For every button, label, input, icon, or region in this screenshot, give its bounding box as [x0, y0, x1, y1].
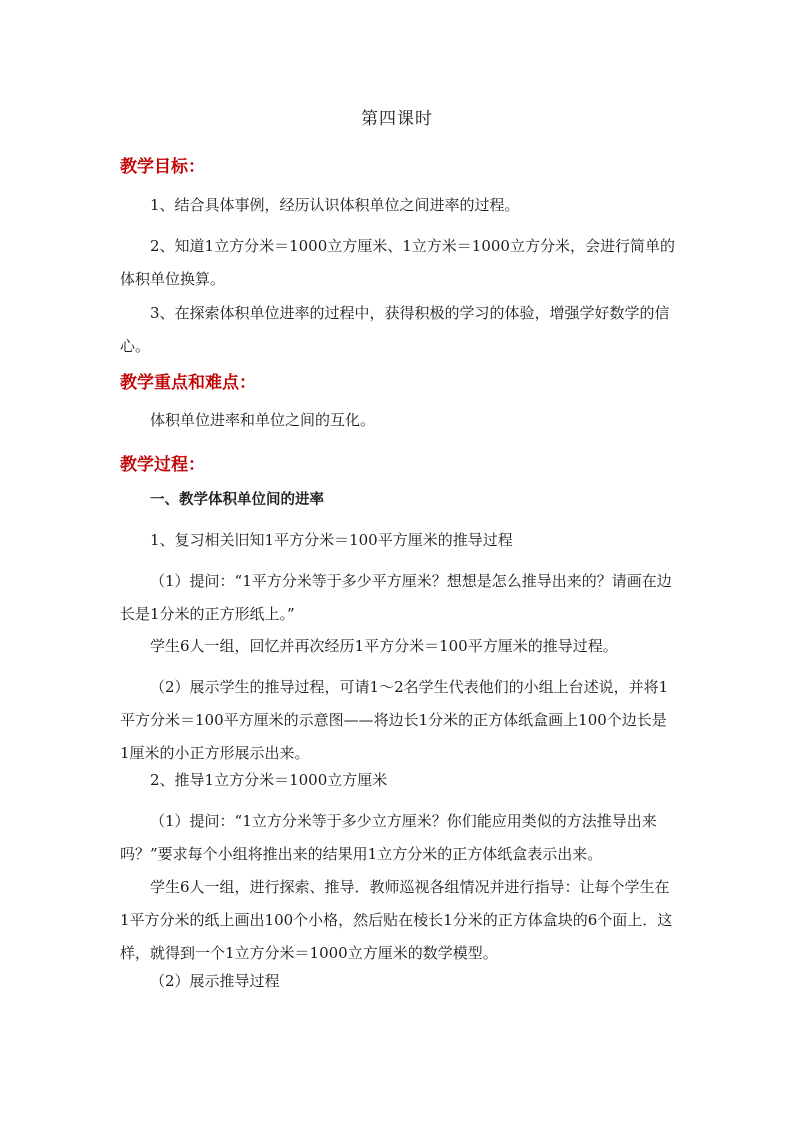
- paragraph-step-1-student: 学生6人一组，回忆并再次经历1平方分米＝100平方厘米的推导过程。: [150, 637, 618, 655]
- section-heading-goals: 教学目标：: [120, 157, 205, 177]
- paragraph-step-2: 2、推导1立方分米＝1000立方厘米: [150, 771, 388, 789]
- paragraph-goal-1: 1、结合具体事例，经历认识体积单位之间进率的过程。: [150, 196, 520, 214]
- paragraph-step-2-1: （1）提问：“1立方分米等于多少立方厘米？你们能应用类似的方法推导出来吗？”要求每个小组将推出来的结果用1立方分米的正方体纸盒表示出来。: [120, 812, 657, 863]
- paragraph-goal-3: 3、在探索体积单位进率的过程中，获得积极的学习的体验，增强学好数学的信心。: [120, 304, 670, 355]
- section-heading-process: 教学过程：: [120, 455, 205, 475]
- paragraph-step-2-2: （2）展示推导过程: [150, 972, 280, 990]
- paragraph-step-1-1: （1）提问：“1平方分米等于多少平方厘米？想想是怎么推导出来的？请画在边长是1分米的正方形纸上。”: [120, 572, 672, 623]
- paragraph-key-points: 体积单位进率和单位之间的互化。: [150, 411, 376, 429]
- paragraph-goal-2: 2、知道1立方分米＝1000立方厘米、1立方米＝1000立方分米，会进行简单的体积单位换算。: [120, 237, 675, 288]
- paragraph-step-1: 1、复习相关旧知1平方分米＝100平方厘米的推导过程: [150, 531, 513, 549]
- paragraph-step-1-2: （2）展示学生的推导过程，可请1～2名学生代表他们的小组上台述说，并将1平方分米＝100平方厘米的示意图——将边长1分米的正方体纸盒画上100个边长是1厘米的小正方形展示出来。: [120, 678, 669, 762]
- page-title: 第四课时: [361, 109, 433, 129]
- section-heading-key-points: 教学重点和难点：: [120, 373, 256, 393]
- paragraph-subheading-1: 一、教学体积单位间的进率: [150, 492, 324, 508]
- paragraph-step-2-student: 学生6人一组，进行探索、推导．教师巡视各组情况并进行指导：让每个学生在1平方分米的纸上画出100个小格，然后贴在棱长1分米的正方体盒块的6个面上．这样，就得到一个1立方分米＝1000立方厘米的数学模型。: [120, 878, 673, 962]
